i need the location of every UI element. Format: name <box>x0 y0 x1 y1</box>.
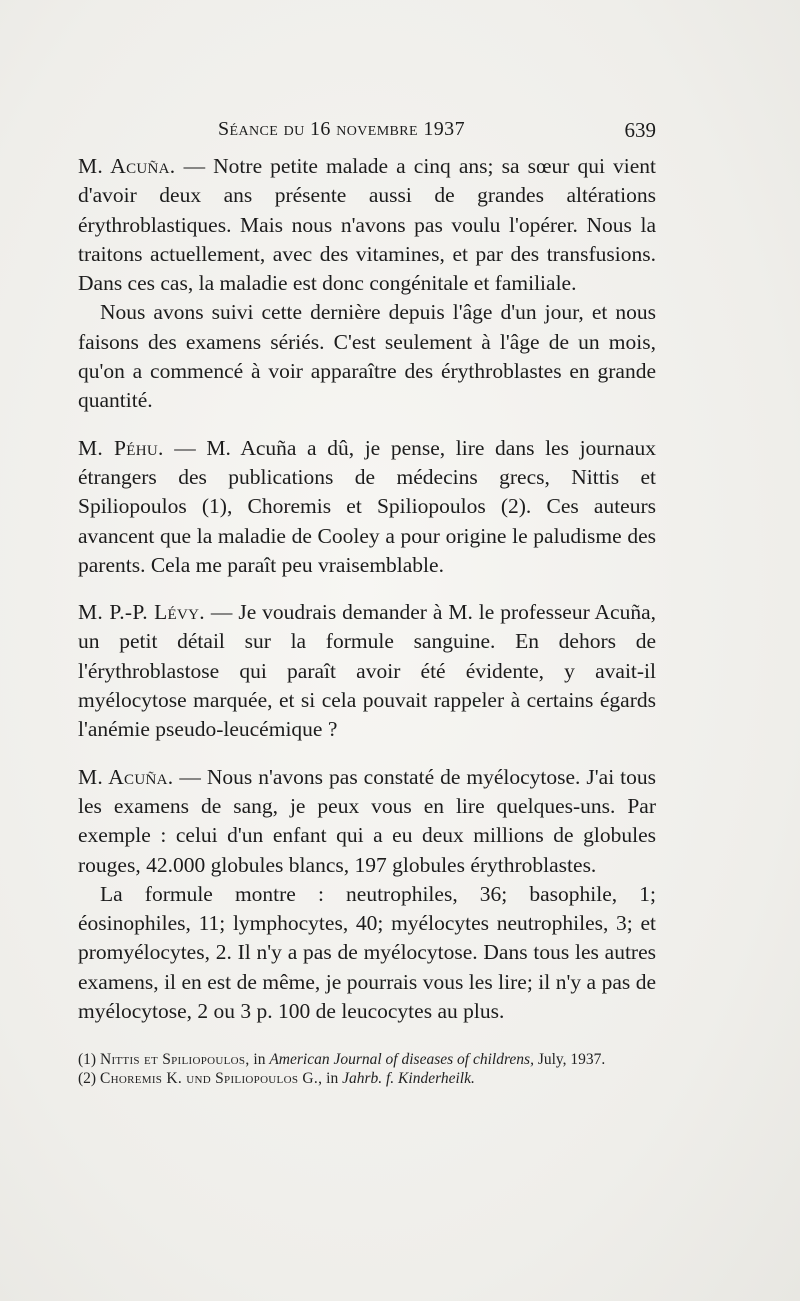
footnote-marker: (1) <box>78 1051 97 1068</box>
speaker-name: M. Acuña. <box>78 154 176 178</box>
page-header <box>78 118 656 146</box>
page-number: 639 <box>624 118 656 142</box>
footnotes <box>78 1050 656 1088</box>
paragraph-text: Nous avons suivi cette dernière depuis l'âge d'un jour, et nous faisons des examens sériés. C'est seulement à l'âge de un mois, qu'on a commencé à voir apparaître des érythroblastes en grande quantité. <box>78 300 656 413</box>
paragraph-text: — Je voudrais demander à M. le professeur Acuña, un petit détail sur la formule sanguine. En dehors de l'érythroblastose qui paraît avoir été évidente, y avait-il myélocytose marquée, et si cela pouvait rappeler à certains égards l'anémie pseudo-leucémique ? <box>78 600 656 742</box>
paragraph-text: — Notre petite malade a cinq ans; sa sœur qui vient d'avoir deux ans présente aussi de grandes altérations érythroblastiques. Mais nous n'avons pas voulu l'opérer. Nous la traitons actuellement, avec des vitamines, et par des transfusions. Dans ces cas, la maladie est donc congénitale et familiale. <box>78 154 656 296</box>
paragraph <box>78 434 656 580</box>
paragraph <box>78 763 656 880</box>
footnote-connector: in <box>249 1051 270 1068</box>
paragraph <box>78 298 656 415</box>
speaker-name: M. Péhu. <box>78 435 164 460</box>
footnote-authors: Nittis et Spiliopoulos, <box>99 1051 250 1068</box>
paragraph <box>78 152 656 298</box>
paragraph-text: — M. Acuña a dû, je pense, lire dans les journaux étrangers des publications de médecins grecs, Nittis et Spiliopoulos (1), Choremis et Spiliopoulos (2). Ces auteurs avancent que la maladie de Cooley a pour origine le paludisme des parents. Cela me paraît peu vraisemblable. <box>78 435 656 577</box>
paragraph <box>78 598 656 744</box>
paragraph-text: La formule montre : neutrophiles, 36; basophile, 1; éosinophiles, 11; lymphocytes, 40; myélocytes neutrophiles, 3; et promyélocytes, 2. Il n'y a pas de myélocytose. Dans tous les autres examens, il en est de même, je pourrais vous les lire; il n'y a pas de myélocytose, 2 ou 3 p. 100 de leucocytes au plus. <box>78 881 656 1024</box>
footnote-authors: Choremis K. und Spiliopoulos G., <box>99 1070 323 1087</box>
body-text <box>78 152 656 1026</box>
footnote-journal: American Journal of diseases of childrens, <box>269 1051 534 1068</box>
footnote-tail: July, 1937. <box>533 1051 606 1068</box>
footnote <box>78 1050 656 1069</box>
footnote-marker: (2) <box>78 1070 97 1087</box>
paragraph-text: — Nous n'avons pas constaté de myélocytose. J'ai tous les examens de sang, je peux vous en lire quelques-uns. Par exemple : celui d'un enfant qui a eu deux millions de globules rouges, 42.000 globules blancs, 197 globules érythroblastes. <box>78 764 656 877</box>
footnote-connector: in <box>322 1070 343 1087</box>
running-head: Séance du 16 novembre 1937 <box>218 118 465 140</box>
paragraph <box>78 880 656 1026</box>
footnote <box>78 1069 656 1088</box>
speaker-name: M. P.-P. Lévy. <box>78 600 205 625</box>
speaker-name: M. Acuña. <box>78 764 174 789</box>
footnote-journal: Jahrb. f. Kinderheilk. <box>342 1070 475 1087</box>
